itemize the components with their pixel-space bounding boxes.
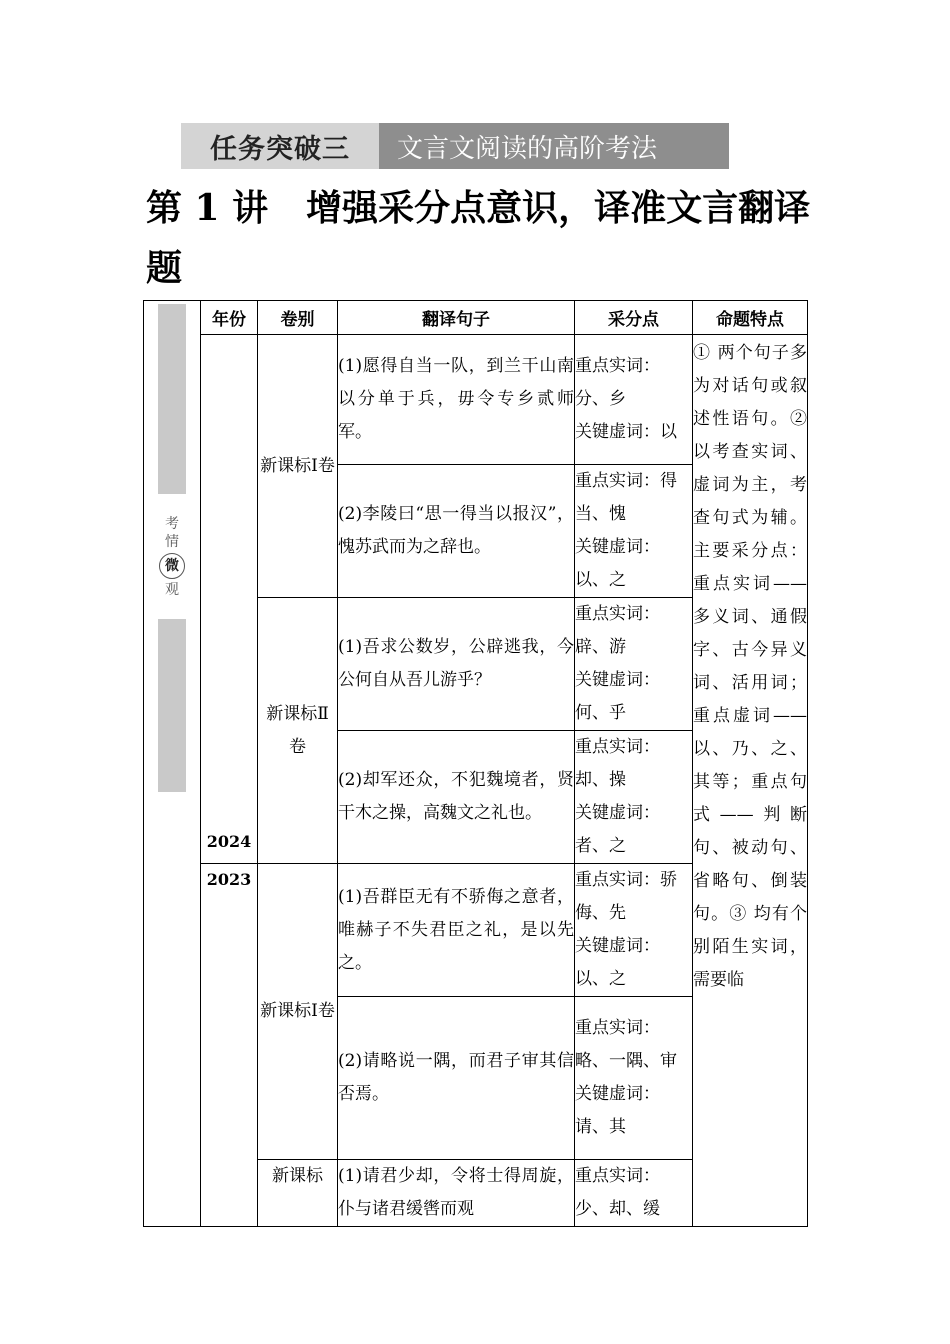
scoring-function-words: 关键虚词：何、乎 (575, 670, 660, 723)
scoring-cell (575, 997, 693, 1160)
side-label-char: 观 (165, 581, 179, 598)
paper-cell: 新课标 (258, 1160, 338, 1227)
scoring-cell (575, 731, 693, 864)
scoring-key-words: 重点实词：略、一隅、审 (575, 1018, 677, 1071)
year-cell: 2024 (201, 335, 258, 864)
side-label-char: 情 (165, 533, 179, 550)
header-year: 年份 (201, 301, 258, 335)
scoring-cell (575, 335, 693, 465)
header-row (144, 301, 808, 335)
sentence-cell: (2)却军还众，不犯魏境者，贤干木之操，高魏文之礼也。 (338, 731, 575, 864)
paper-cell: 新课标Ⅰ卷 (258, 335, 338, 598)
task-label: 任务突破三 (181, 123, 379, 169)
scoring-function-words: 关键虚词：请、其 (575, 1084, 660, 1137)
side-label-cell (144, 301, 201, 1227)
header-features: 命题特点 (693, 301, 808, 335)
sentence-cell: (1)愿得自当一队，到兰干山南以分单于兵，毋令专乡贰师军。 (338, 335, 575, 465)
paper-cell: 新课标Ⅰ卷 (258, 864, 338, 1160)
header-scoring: 采分点 (575, 301, 693, 335)
page-title (146, 178, 826, 298)
scoring-key-words: 重点实词：分、乡 (575, 356, 660, 409)
sentence-cell: (2)请略说一隅，而君子审其信否焉。 (338, 997, 575, 1160)
sentence-cell: (1)吾求公数岁，公辟逃我，今公何自从吾儿游乎？ (338, 598, 575, 731)
features-cell: ① 两个句子多为对话句或叙述性语句。② 以考查实词、虚词为主，考查句式为辅。主要采分点：重点实词——多义词、通假字、古今异义词、活用词；重点虚词——以、乃、之、其等；重点句式——判断句、被动句、省略句、倒装句。③ 均有个别陌生实词，需要临 (693, 335, 808, 1227)
lecture-number: 第 1 讲 (146, 187, 269, 229)
scoring-cell (575, 864, 693, 997)
lecture-title: 增强采分点意识，译准文言翻译题 (146, 187, 811, 289)
section-banner (181, 123, 729, 169)
header-sentence: 翻译句子 (338, 301, 575, 335)
side-label (158, 494, 186, 619)
scoring-function-words: 关键虚词：以 (575, 422, 677, 442)
sentence-cell: (1)请君少却，令将士得周旋，仆与诸君缓辔而观 (338, 1160, 575, 1227)
scoring-key-words: 重点实词：骄侮、先 (575, 870, 677, 923)
scoring-key-words: 重点实词：辟、游 (575, 604, 660, 657)
scoring-key-words: 重点实词：得当、愧 (575, 471, 677, 524)
scoring-function-words: 关键虚词：者、之 (575, 803, 660, 856)
header-paper: 卷别 (258, 301, 338, 335)
paper-cell: 新课标Ⅱ卷 (258, 598, 338, 864)
exam-analysis-table (143, 300, 808, 1227)
scoring-function-words: 关键虚词：以、之 (575, 936, 660, 989)
scoring-key-words: 重点实词：却、操 (575, 737, 660, 790)
scoring-function-words: 关键虚词：以、之 (575, 537, 660, 590)
task-subtitle: 文言文阅读的高阶考法 (379, 123, 729, 169)
scoring-cell (575, 598, 693, 731)
scoring-key-words: 重点实词：少、却、缓 (575, 1166, 660, 1219)
scoring-cell (575, 1160, 693, 1227)
sentence-cell: (1)吾群臣无有不骄侮之意者，唯赫子不失君臣之礼，是以先之。 (338, 864, 575, 997)
side-label-char: 考 (165, 515, 179, 532)
year-cell: 2023 (201, 864, 258, 1227)
sentence-cell: (2)李陵曰“思一得当以报汉”，愧苏武而为之辞也。 (338, 465, 575, 598)
table-row (144, 335, 808, 465)
scoring-cell (575, 465, 693, 598)
side-label-circle: 微 (159, 553, 185, 579)
